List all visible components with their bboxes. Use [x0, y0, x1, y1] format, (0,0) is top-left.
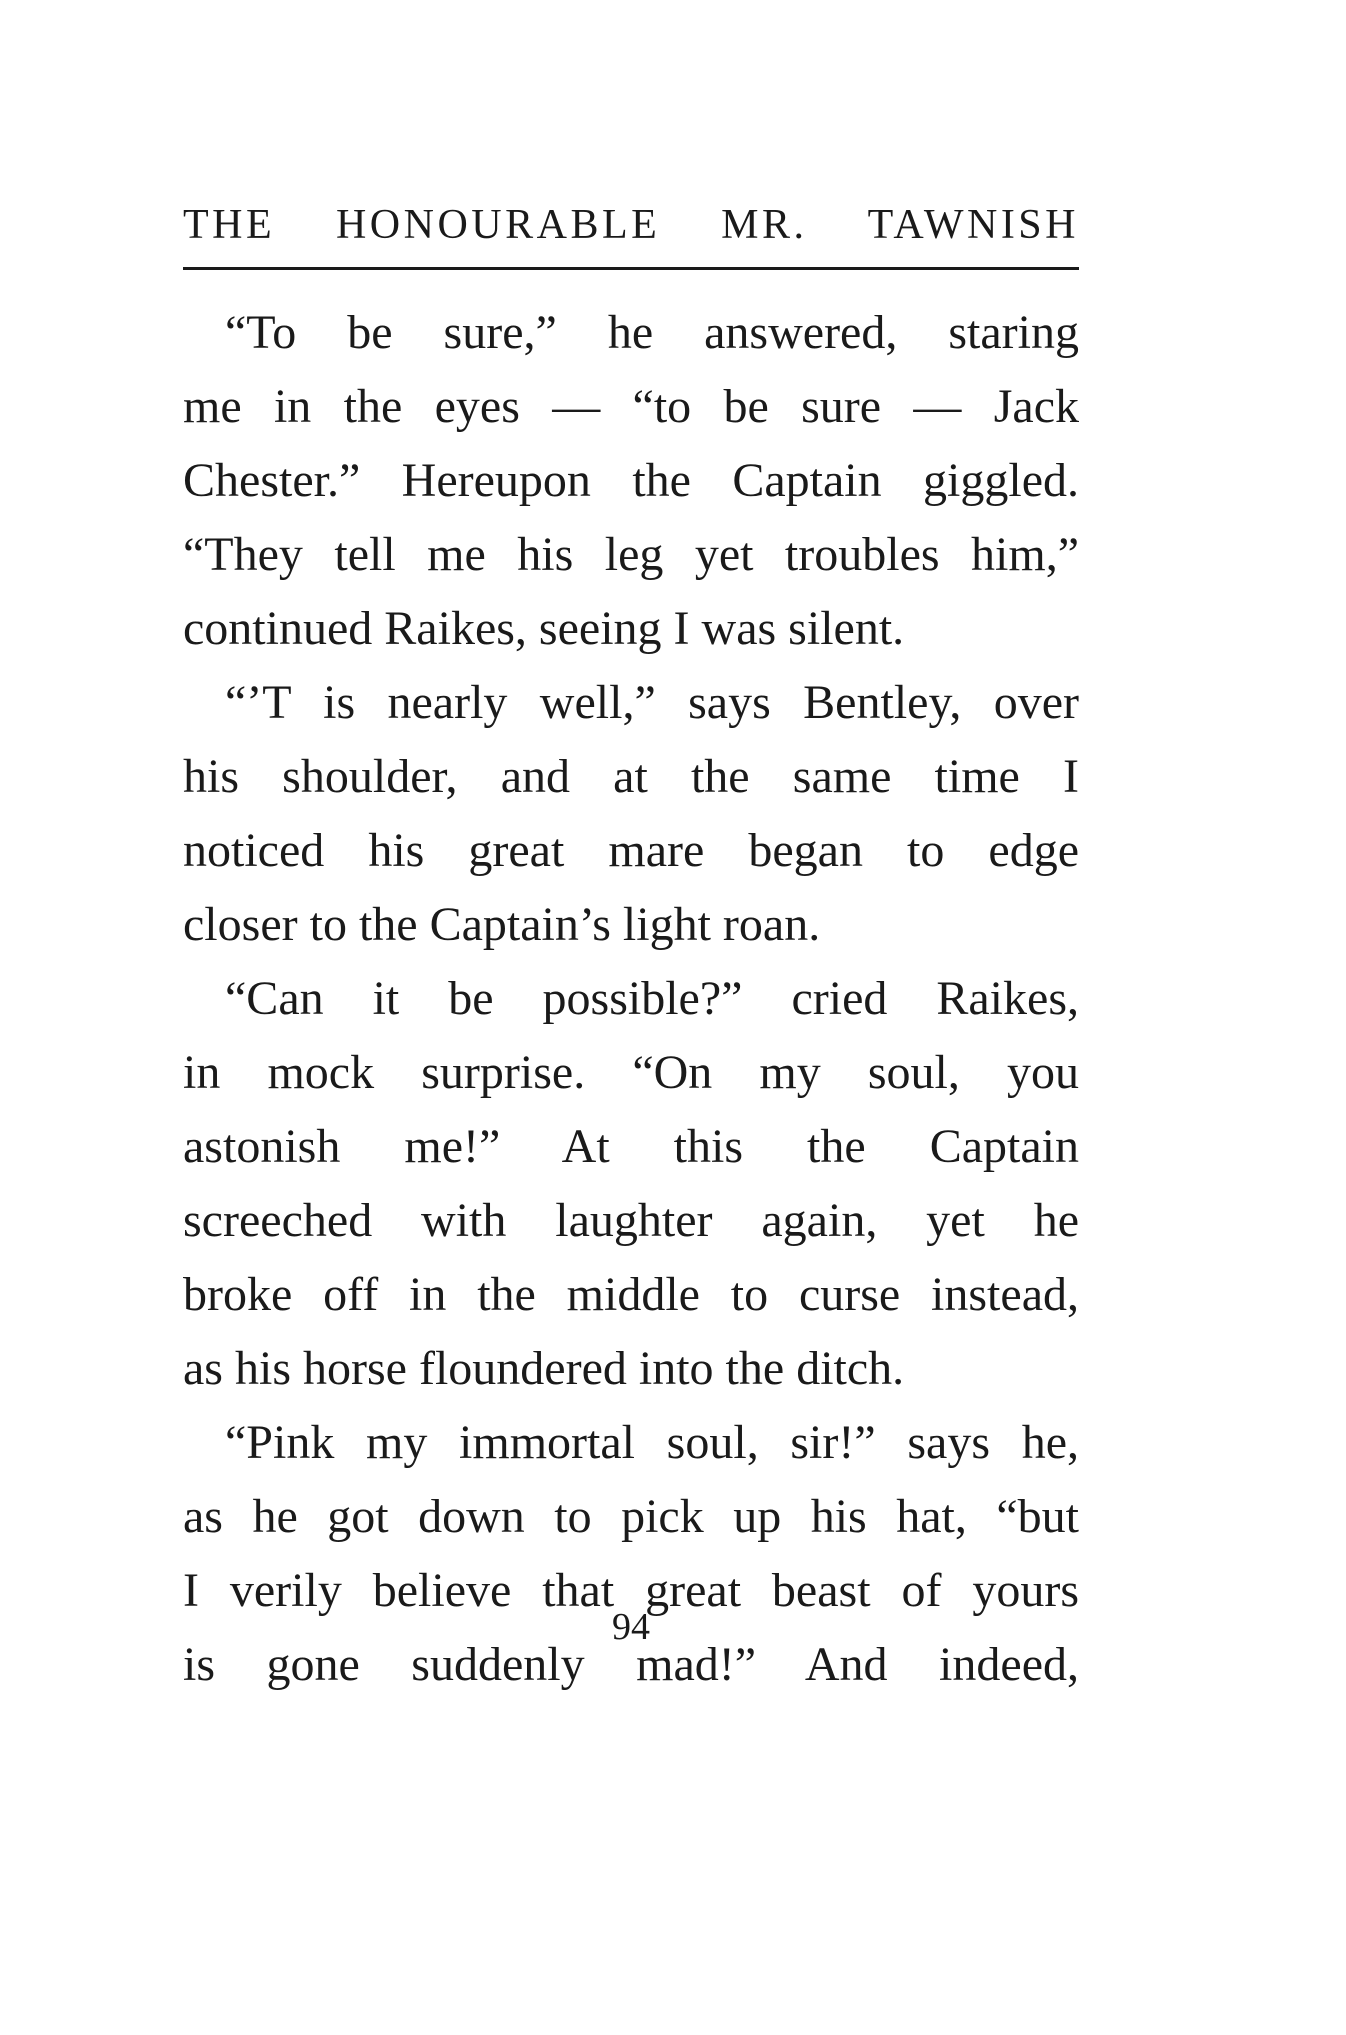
header-rule	[183, 267, 1079, 270]
text-line: Chester.” Hereupon the Captain giggled.	[183, 454, 1079, 507]
text-line: “Can it be possible?” cried Raikes,	[225, 972, 1079, 1025]
text-line: “Pink my immortal soul, sir!” says he,	[225, 1416, 1079, 1469]
text-line: as his horse floundered into the ditch.	[183, 1342, 905, 1395]
text-line: astonish me!” At this the Captain	[183, 1120, 1079, 1173]
text-line: I verily believe that great beast of yours	[183, 1564, 1079, 1617]
page-number: 94	[612, 1606, 650, 1648]
body-text	[183, 296, 1079, 1702]
text-line: as he got down to pick up his hat, “but	[183, 1490, 1079, 1543]
text-line: screeched with laughter again, yet he	[183, 1194, 1079, 1247]
text-line: his shoulder, and at the same time I	[183, 750, 1079, 803]
text-line: continued Raikes, seeing I was silent.	[183, 602, 905, 655]
text-line: me in the eyes — “to be sure — Jack	[183, 380, 1079, 433]
text-line: “To be sure,” he answered, staring	[225, 306, 1079, 359]
text-line: closer to the Captain’s light roan.	[183, 898, 821, 951]
text-line: “They tell me his leg yet troubles him,”	[183, 528, 1079, 581]
text-line: is gone suddenly mad!” And indeed,	[183, 1638, 1079, 1691]
running-head: THE HONOURABLE MR. TAWNISH	[183, 202, 1079, 248]
text-line: “’T is nearly well,” says Bentley, over	[225, 676, 1079, 729]
text-line: noticed his great mare began to edge	[183, 824, 1079, 877]
text-line: broke off in the middle to curse instead,	[183, 1268, 1079, 1321]
text-line: in mock surprise. “On my soul, you	[183, 1046, 1079, 1099]
